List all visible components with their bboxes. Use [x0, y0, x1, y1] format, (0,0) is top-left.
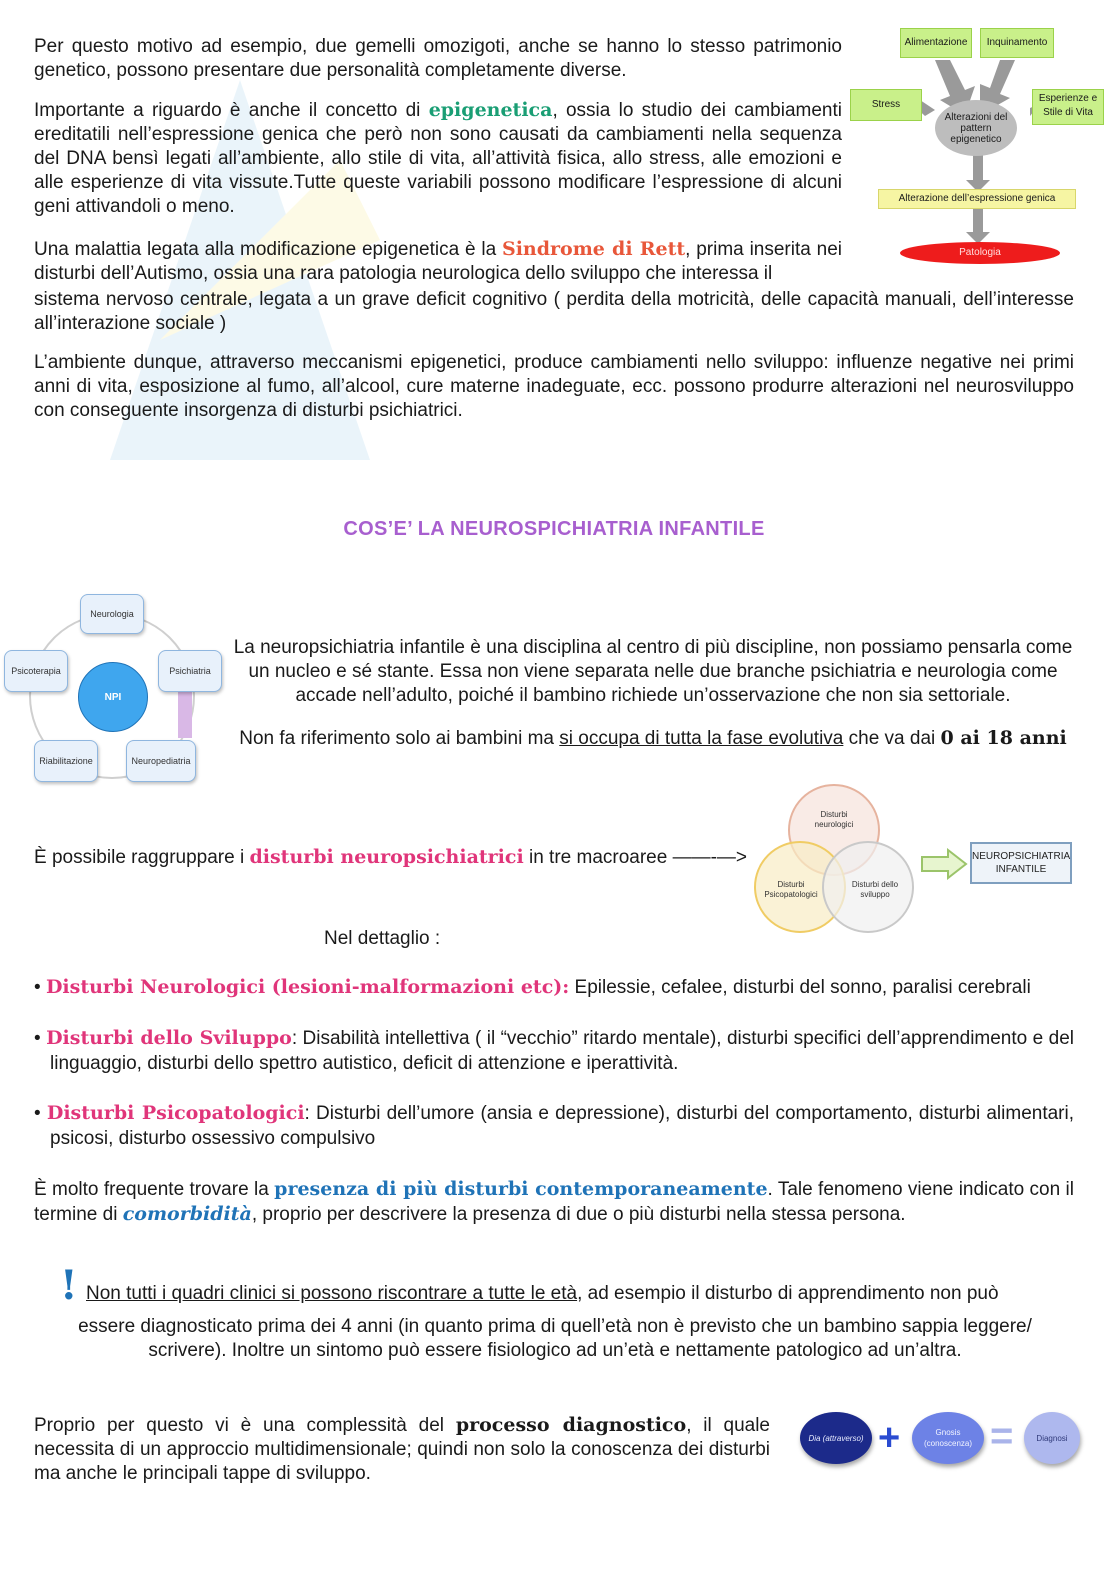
plus-icon: + [878, 1417, 901, 1459]
bullet-text: : Disturbi dell’umore (ansia e depressione), disturbi del comportamento, disturbi alimentari, psicosi, disturbo ossessivo compulsivo [50, 1103, 1075, 1149]
node-neuropediatria: Neuropediatria [126, 740, 196, 782]
equals-icon: = [990, 1414, 1014, 1458]
venn-circles [748, 782, 918, 942]
section-heading: COS’E’ LA NEUROSPICHIATRIA INFANTILE [343, 518, 765, 540]
text: , il quale necessita di un approccio multidimensionale; quindi non solo la conoscenza dei disturbi ma anche le principali tappe di sviluppo. [34, 1415, 770, 1484]
text: , proprio per descrivere la presenza di due o più disturbi nella stessa persona. [251, 1204, 906, 1225]
term-comorbidita: comorbidità [122, 1203, 252, 1225]
term-epigenetica: epigenetica [428, 99, 553, 121]
text: in tre macroaree ——-—> [523, 847, 748, 868]
paragraph-comorbidity [34, 1177, 1074, 1227]
bullet-neurologici [34, 975, 1074, 1000]
text: , ossia lo studio dei cambiamenti ereditatili nell’espressione genica che però non sono causati da cambiamenti nella sequenza del DNA bensì legati all’ambiente, allo stile di vita, all’attività fisica, allo stress, alle emozioni e alle esperienze di vita vissute.Tutte queste variabili possono modificare l’espressione di alcuni geni attivandoli o meno. [34, 100, 842, 217]
paragraph-rett-part1 [34, 237, 842, 286]
box-esperienze: Esperienze e Stile di Vita [1032, 89, 1104, 125]
node-psicoterapia: Psicoterapia [4, 650, 68, 692]
text: Una malattia legata alla modificazione epigenetica è la [34, 239, 502, 260]
underlined-text: si occupa di tutta la fase evolutiva [559, 728, 844, 749]
box-stress: Stress [850, 89, 922, 121]
bullet-text: : Disabilità intellettiva ( il “vecchio” ritardo mentale), disturbi specifici dell’apprendimento e del linguaggio, disturbi dello spettro autistico, deficit di attenzione e iperattività. [50, 1028, 1074, 1074]
text: . Tale fenomeno viene indicato con il termine di [34, 1179, 1074, 1225]
term-sindrome-rett: Sindrome di Rett [501, 238, 686, 260]
paragraph-twins: Per questo motivo ad esempio, due gemelli omozigoti, anche se hanno lo stesso patrimonio genetico, possono presentare due personalità completamente diverse. [34, 36, 842, 81]
term-presenza-disturbi: presenza di più disturbi contemporaneamente [274, 1178, 768, 1200]
age-range: 0 ai 18 anni [940, 727, 1067, 749]
node-riabilitazione: Riabilitazione [34, 740, 98, 782]
ellipse-alterazioni: Alterazioni del pattern epigenetico [935, 100, 1017, 156]
paragraph-macroareas [34, 845, 747, 870]
bullet-dot: • [34, 977, 46, 998]
bullet-dot: • [34, 1028, 47, 1049]
text: , ad esempio il disturbo di apprendimento non può [577, 1283, 999, 1304]
paragraph-rett-part2: sistema nervoso centrale, legata a un grave deficit cognitivo ( perdita della motricità, delle capacità manuali, dell’interesse all’interazione sociale ) [34, 289, 1074, 334]
bullet-term: Disturbi Psicopatologici [46, 1102, 305, 1124]
text: che va dai [843, 728, 941, 749]
node-psichiatria: Psichiatria [158, 650, 222, 692]
detail-label: Nel dettaglio : [324, 928, 441, 949]
text: Proprio per questo vi è una complessità del [34, 1415, 456, 1436]
box-alimentazione: Alimentazione [900, 28, 972, 58]
venn-result-box: NEUROPSICHIATRIA INFANTILE [970, 842, 1072, 884]
paragraph-diagnostic-process [34, 1413, 770, 1486]
underlined-text: Non tutti i quadri clinici si possono riscontrare a tutte le età [86, 1283, 578, 1304]
ellipse-gnosis: Gnosis (conoscenza) [912, 1412, 984, 1464]
bullet-psicopatologici [34, 1101, 1074, 1151]
bullet-term: Disturbi dello Sviluppo [46, 1027, 292, 1049]
bullet-text: Epilessie, cefalee, disturbi del sonno, paralisi cerebrali [569, 977, 1031, 998]
term-disturbi-neuropsichiatrici: disturbi neuropsichiatrici [249, 846, 524, 868]
box-espressione-genica: Alterazione dell’espressione genica [878, 189, 1076, 209]
bullet-term: Disturbi Neurologici (lesioni-malformazioni etc): [45, 976, 570, 998]
ellipse-patologia: Patologia [900, 242, 1060, 264]
venn-label-neurologici: Disturbi neurologici [814, 810, 854, 829]
note-line1 [86, 1282, 999, 1306]
box-inquinamento: Inquinamento [980, 28, 1054, 58]
ellipse-dia: Dia (attraverso) [800, 1412, 872, 1464]
text: Non fa riferimento solo ai bambini ma [239, 728, 560, 749]
text: È possibile raggruppare i [34, 847, 250, 868]
venn-label-psicopatologici: Disturbi Psicopatologici [764, 880, 818, 899]
text: , prima inserita nei disturbi dell’Autismo, ossia una rara patologia neurologica dello sviluppo che interessa il [34, 239, 842, 284]
term-processo-diagnostico: processo diagnostico [455, 1414, 687, 1436]
bullet-sviluppo [34, 1026, 1074, 1076]
text: Importante a riguardo è anche il concetto di [34, 100, 429, 121]
bullet-dot: • [34, 1103, 47, 1124]
paragraph-npi-age-range [230, 726, 1076, 751]
paragraph-npi-definition: La neuropsichiatria infantile è una disciplina al centro di più discipline, non possiamo pensarla come un nucleo e sé stante. Essa non viene separata nelle due branche psichiatria e neurologia come accade nell’adulto, poiché il bambino richiede un’osservazione che non sia settoriale. [233, 637, 1073, 706]
text: È molto frequente trovare la [34, 1179, 275, 1200]
npi-center: NPI [78, 662, 148, 732]
node-neurologia: Neurologia [80, 594, 144, 634]
ellipse-diagnosi: Diagnosi [1024, 1412, 1080, 1464]
note-line2: essere diagnosticato prima dei 4 anni (in quanto prima di quell’età non è previsto che un bambino sappia leggere/ scrivere). Inoltre un sintomo può essere fisiologico ad un’età e nettamente patologico ad un’altra. [78, 1316, 1032, 1361]
paragraph-epigenetics [34, 98, 842, 219]
paragraph-environment: L’ambiente dunque, attraverso meccanismi epigenetici, produce cambiamenti nello sviluppo: influenze negative nei primi anni di vita, esposizione al fumo, all’alcool, cure materne inadeguate, ecc. possono produrre alterazioni nel neurosviluppo con conseguente insorgenza di disturbi psichiatrici. [34, 352, 1074, 421]
venn-label-sviluppo: Disturbi dello sviluppo [851, 880, 899, 899]
exclamation-icon: ! [60, 1262, 78, 1309]
right-arrow-icon [920, 848, 968, 880]
